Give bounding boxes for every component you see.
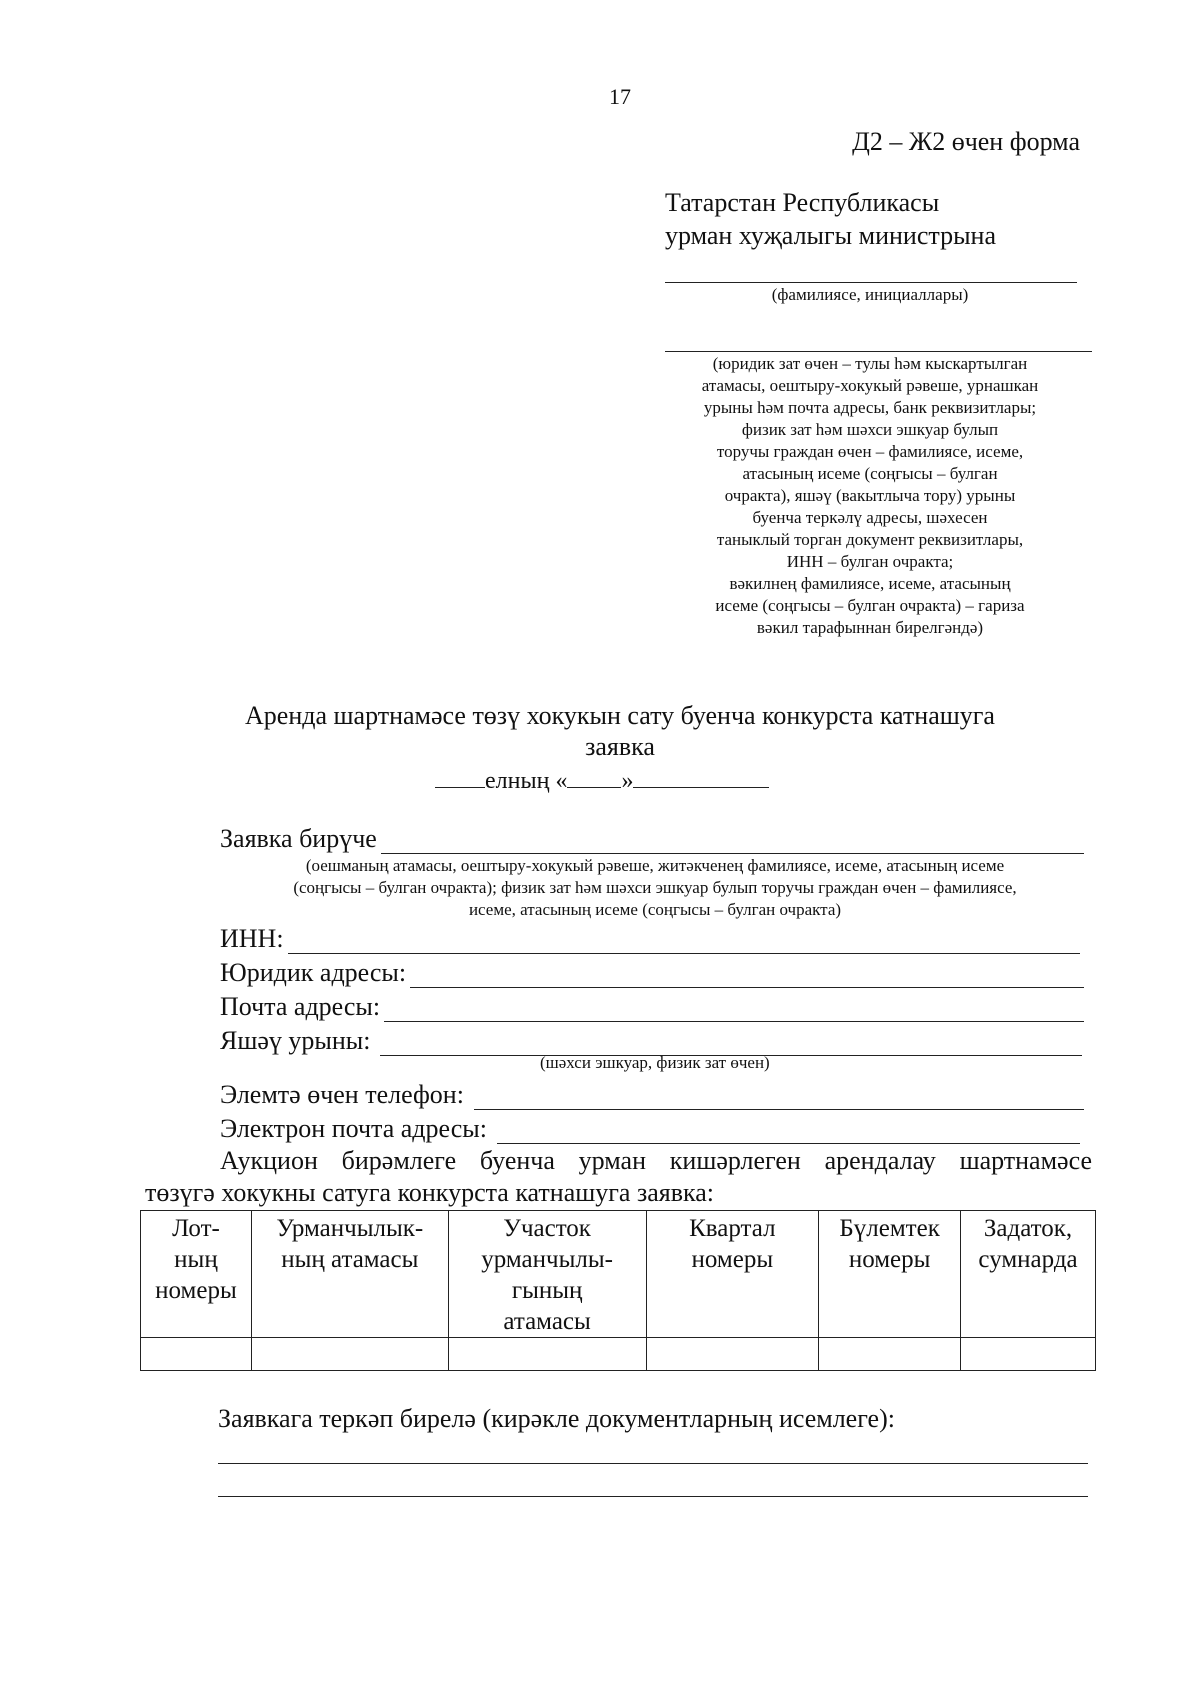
addressee-note: (фамилиясе, инициаллары) — [771, 285, 969, 304]
note-line: вәкил тарафыннан бирелгәндә) — [756, 618, 984, 637]
table-cell[interactable] — [961, 1338, 1096, 1371]
note-line: торучы граждан өчен – фамилиясе, исеме, — [716, 442, 1024, 461]
residence-label: Яшәү урыны: — [220, 1026, 371, 1055]
day-close: » — [621, 768, 634, 794]
applicant-label: Заявка бирүче — [220, 824, 377, 853]
postal-address-field — [220, 992, 1084, 1022]
lots-table — [140, 1210, 1096, 1371]
applicant-line[interactable] — [381, 831, 1084, 854]
date-line — [435, 768, 769, 795]
applicant-details-note — [650, 353, 1090, 639]
note-line: ИНН – булган очракта; — [786, 552, 954, 571]
table-cell[interactable] — [819, 1338, 961, 1371]
header-forestry-name: Урманчылык- ның атамасы — [251, 1211, 448, 1338]
addressee-block — [665, 186, 996, 252]
applicant-field — [220, 824, 1084, 854]
legal-address-line[interactable] — [410, 965, 1084, 988]
form-label: Д2 – Ж2 өчен форма — [852, 127, 1080, 156]
title-line-2: заявка — [585, 732, 655, 761]
auction-text-line-1: Аукцион бирәмлеге буенча урман кишәрлеген арендалау шартнамәсе — [220, 1146, 1092, 1175]
note-line: (оешманың атамасы, оештыру-хокукый рәвеше, житәкченең фамилиясе, исеме, атасының исеме — [305, 856, 1005, 875]
email-label: Электрон почта адресы: — [220, 1114, 487, 1143]
postal-address-line[interactable] — [384, 999, 1084, 1022]
note-line: буенча теркәлү адресы, шәхесен — [752, 508, 988, 527]
legal-address-label: Юридик адресы: — [220, 958, 407, 987]
addressee-line-1: Татарстан Республикасы — [665, 188, 940, 217]
inn-field — [220, 924, 1080, 954]
header-section-number: Бүлемтек номеры — [819, 1211, 961, 1338]
month-blank[interactable] — [633, 769, 769, 788]
attachment-label: Заявкага теркәп бирелә (кирәкле документларның исемлеге): — [218, 1404, 895, 1433]
residence-field — [220, 1026, 1082, 1056]
legal-address-field — [220, 958, 1084, 988]
attachment-line-2[interactable] — [218, 1496, 1088, 1497]
table-row — [141, 1338, 1096, 1371]
note-line: очракта), яшәү (вакытлыча тору) урыны — [724, 486, 1016, 505]
email-line[interactable] — [497, 1121, 1080, 1144]
year-suffix: елның « — [485, 768, 568, 794]
page-number: 17 — [609, 84, 631, 109]
attachment-line-1[interactable] — [218, 1463, 1088, 1464]
day-blank[interactable] — [567, 769, 621, 788]
auction-text-line-2: төзүгә хокукны сатуга конкурста катнашуга заявка: — [145, 1178, 715, 1207]
phone-line[interactable] — [474, 1087, 1084, 1110]
note-line: таныклый торган документ реквизитлары, — [716, 530, 1024, 549]
table-cell[interactable] — [251, 1338, 448, 1371]
note-line: физик зат һәм шәхси эшкуар булып — [741, 420, 999, 439]
phone-label: Элемтә өчен телефон: — [220, 1080, 464, 1109]
note-line: исеме (соңгысы – булган очракта) – гариза — [715, 596, 1025, 615]
note-line: вәкилнең фамилиясе, исеме, атасының — [729, 574, 1011, 593]
note-line: (соңгысы – булган очракта); физик зат һәм шәхси эшкуар булып торучы граждан өчен – фамилиясе, — [293, 878, 1017, 897]
applicant-note — [210, 855, 1100, 921]
table-cell[interactable] — [141, 1338, 252, 1371]
applicant-details-line[interactable] — [665, 351, 1092, 352]
note-line: исеме, атасының исеме (соңгысы – булган очракта) — [468, 900, 842, 919]
header-district-forestry-name: Участок урманчылы- гының атамасы — [448, 1211, 646, 1338]
inn-label: ИНН: — [220, 924, 284, 953]
header-lot-number: Лот- ның номеры — [141, 1211, 252, 1338]
table-header-row — [141, 1211, 1096, 1338]
document-title — [170, 700, 1070, 762]
table-cell[interactable] — [448, 1338, 646, 1371]
note-line: (юридик зат өчен – тулы һәм кыскартылган — [712, 354, 1028, 373]
title-line-1: Аренда шартнамәсе төзү хокукын сату буенча конкурста катнашуга — [245, 701, 995, 730]
inn-line[interactable] — [288, 931, 1080, 954]
header-quarter-number: Квартал номеры — [646, 1211, 819, 1338]
note-line: атамасы, оештыру-хокукый рәвеше, урнашкан — [701, 376, 1039, 395]
note-line: атасының исеме (соңгысы – булган — [742, 464, 998, 483]
year-blank[interactable] — [435, 769, 485, 788]
header-deposit: Задаток, сумнарда — [961, 1211, 1096, 1338]
phone-field — [220, 1080, 1084, 1110]
note-line: урыны һәм почта адресы, банк реквизитлары; — [703, 398, 1037, 417]
table-cell[interactable] — [646, 1338, 819, 1371]
postal-address-label: Почта адресы: — [220, 992, 381, 1021]
residence-note: (шәхси эшкуар, физик зат өчен) — [540, 1053, 770, 1072]
addressee-name-line[interactable] — [665, 282, 1077, 283]
email-field — [220, 1114, 1080, 1144]
addressee-line-2: урман хуҗалыгы министрына — [665, 221, 996, 250]
